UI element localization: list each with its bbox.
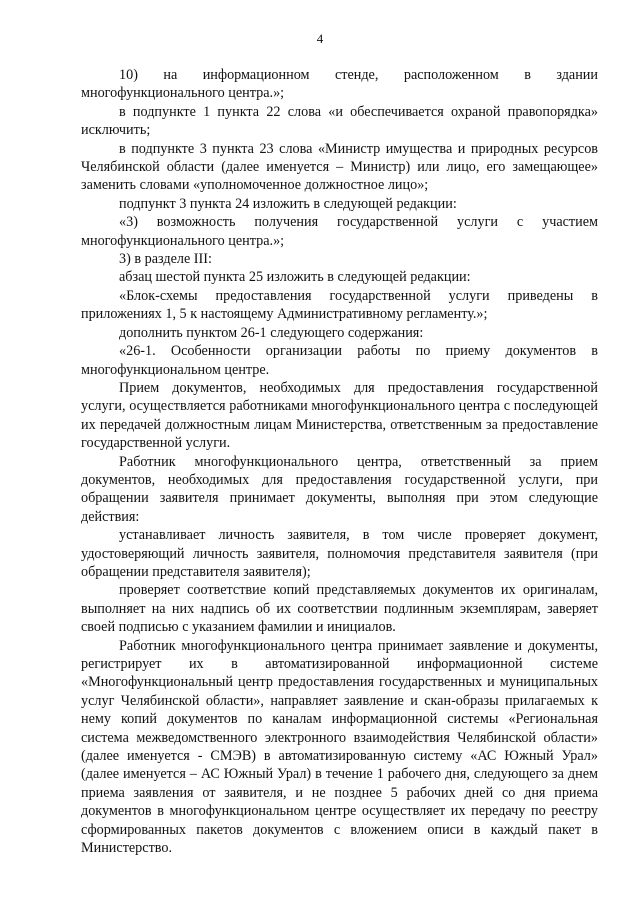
paragraph: «Блок-схемы предоставления государственной услуги приведены в приложениях 1, 5 к настоящему Административному регламенту.»; — [81, 287, 598, 323]
paragraph: проверяет соответствие копий представляемых документов их оригиналам, выполняет на них надпись об их соответствии подлинным экземплярам, заверяет своей подписью с указанием фамилии и инициалов. — [81, 582, 598, 636]
paragraph: Работник многофункционального центра, ответственный за прием документов, необходимых для предоставления государственной услуги, при обращении заявителя принимает документы, выполняя при этом следующие действия: — [81, 453, 598, 525]
paragraph: устанавливает личность заявителя, в том числе проверяет документ, удостоверяющий личность заявителя, полномочия представителя заявителя (при обращении представителя заявителя); — [81, 527, 598, 580]
paragraph: абзац шестой пункта 25 изложить в следующей редакции: — [119, 269, 471, 286]
paragraph: Работник многофункционального центра принимает заявление и документы, регистрирует их в автоматизированной информационной системе «Многофункциональный центр предоставления государственных и муниципальных услуг Челябинской области», направляет заявление и скан-образы прилагаемых к нему копий документов по каналам информационной системы «Региональная система межведомственного электронного взаимодействия Челябинской области» (далее именуется - СМЭВ) в автоматизированную систему «АС Южный Урал» (далее именуется – АС Южный Урал) в течение 1 рабочего дня, следующего за днем приема заявления от заявителя, и не позднее 5 рабочих дней со дня приема документов в многофункциональном центре осуществляет их передачу по реестру сформированных пакетов документов с вложением описи в каждый пакет в Министерство. — [81, 637, 598, 857]
paragraph: 3) в разделе III: — [119, 251, 212, 268]
document-body — [81, 66, 598, 857]
paragraph: в подпункте 1 пункта 22 слова «и обеспечивается охраной правопорядка» исключить; — [81, 103, 598, 139]
paragraph: дополнить пунктом 26-1 следующего содержания: — [119, 324, 424, 341]
paragraph: Прием документов, необходимых для предоставления государственной услуги, осуществляется работниками многофункционального центра с последующей их передачей должностным лицам Министерства, ответственным за предоставление государственной услуги. — [81, 379, 598, 452]
page-number: 4 — [316, 31, 324, 46]
paragraph: в подпункте 3 пункта 23 слова «Министр имущества и природных ресурсов Челябинской области (далее именуется – Министр) или лицо, его замещающее» заменить словами «уполномоченное должностное лицо»; — [81, 140, 598, 194]
paragraph: 10) на информационном стенде, расположенном в здании многофункционального центра.»; — [81, 67, 598, 102]
paragraph: «3) возможность получения государственной услуги с участием многофункционального центра.»; — [81, 214, 598, 249]
paragraph: «26-1. Особенности организации работы по приему документов в многофункциональном центре. — [81, 343, 598, 378]
paragraph: подпункт 3 пункта 24 изложить в следующей редакции: — [119, 195, 457, 212]
